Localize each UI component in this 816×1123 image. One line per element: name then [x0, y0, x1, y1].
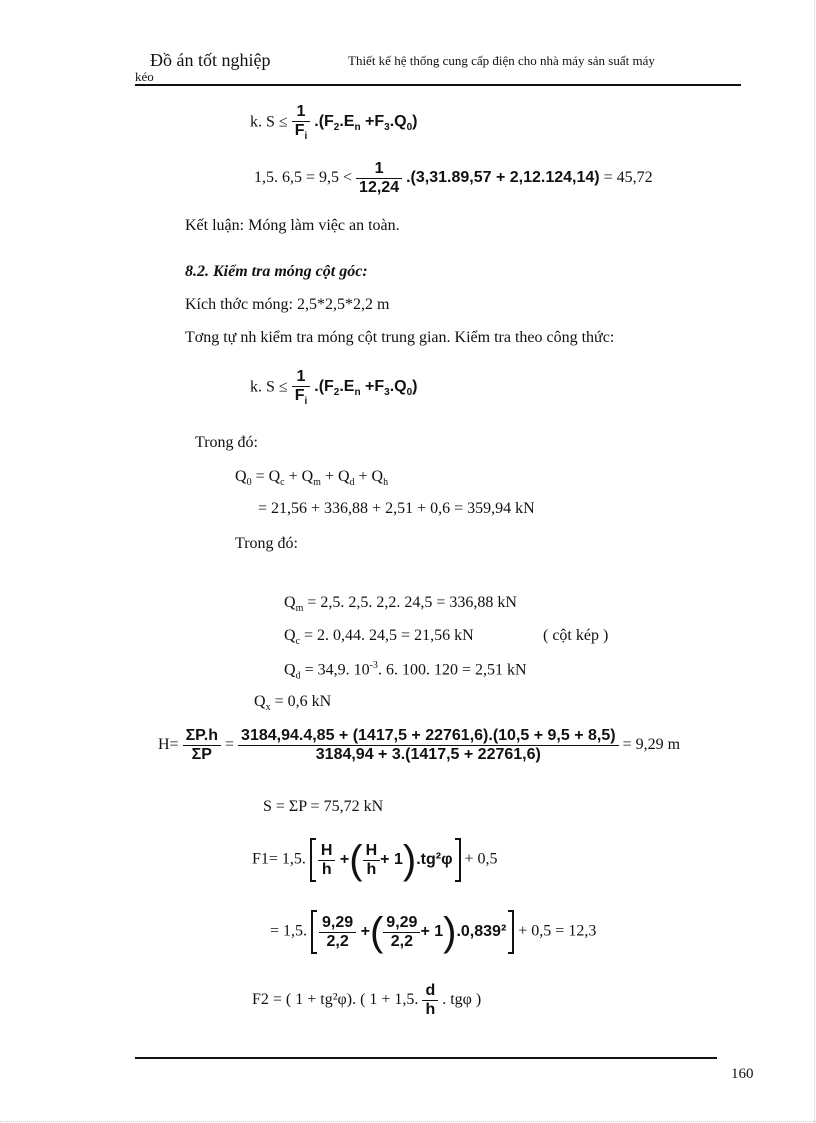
conclusion: Kết luận: Móng làm việc an toàn.: [185, 217, 400, 234]
f1-value-bracket: $\frac{9,29}{2,2}$ +( $\frac{9,29}{2,2}$ + 1).0,839²: [311, 910, 514, 954]
page-number: 160: [731, 1066, 754, 1082]
eq1-num: 1: [296, 103, 306, 120]
f1-value: = 1,5. $\frac{9,29}{2,2}$ +( $\frac{9,29}{2,2}$ + 1).0,839² + 0,5 = 12,3: [270, 910, 597, 954]
eq2-fraction: [356, 160, 402, 197]
qd-line: $Q_d = 34,9$. $10^{-3}$. 6. 100. 120 = 2,51 kN: [284, 660, 527, 682]
eq2-den: 12,24: [356, 178, 402, 197]
eq3-num: 1: [296, 368, 306, 385]
q0-definition: $Q_0 = Q_c + Q_m + Q_d + Q_h$: [235, 468, 389, 489]
q0-value: = 21,56 + 336,88 + 2,51 + 0,6 = 359,94 kN: [258, 500, 535, 517]
f1-equation: F1= 1,5. $\frac{H}{h}$ +( $\frac{H}{h}$ + 1).tg²φ + 0,5: [252, 838, 498, 882]
qc-line: $Q_c = 2$. 0,44. 24,5 = 21,56 kN: [284, 627, 474, 648]
dimensions: Kích thớc móng: 2,5*2,5*2,2 m: [185, 296, 390, 313]
f1-bracket: $\frac{H}{h}$ +( $\frac{H}{h}$ + 1).tg²φ: [310, 838, 461, 882]
bottom-dotted-border: [0, 1121, 816, 1122]
where-label-2: Trong đó:: [235, 535, 298, 552]
eq3-rhs: $.(F_2.E_n +F_3.Q_0)$: [314, 378, 418, 399]
eq2-num: 1: [374, 160, 384, 177]
eq1-fraction: [292, 103, 311, 142]
inequality-3: [250, 368, 418, 407]
f2-equation: F2 = ( 1 + tg²φ). ( 1 + 1,5. $\frac{d}{h}$ . tgφ ): [252, 982, 482, 1018]
qm-line: $Q_m = 2,5$. 2,5. 2,2. 24,5 = 336,88 kN: [284, 594, 517, 615]
header-title: Đồ án tốt nghiệp: [150, 50, 271, 70]
eq3-den: $F_i$: [292, 386, 311, 407]
inequality-1: [250, 103, 418, 142]
method-note: Tơng tự nh kiểm tra móng cột trung gian. Kiểm tra theo công thức:: [185, 329, 615, 346]
footer-rule: [135, 1057, 717, 1059]
eq3-lhs: k. S ≤: [250, 378, 288, 396]
eq1-den: $F_i$: [292, 121, 311, 142]
eq1-lhs: k. S ≤: [250, 113, 288, 131]
s-equation: S = ΣP = 75,72 kN: [263, 798, 384, 815]
qx-line: $Q_x = 0,6$ kN: [254, 693, 332, 714]
qc-note: ( cột kép ): [543, 627, 609, 644]
f2-fraction: $\frac{d}{h}$: [422, 982, 438, 1019]
eq2-rhs: = 45,72: [603, 169, 653, 187]
where-label-1: Trong đó:: [195, 434, 258, 451]
header-subtitle-cont: kéo: [135, 69, 154, 84]
eq1-rhs: $.(F_2.E_n +F_3.Q_0)$: [314, 113, 418, 134]
h-lhs: H=: [158, 736, 179, 754]
eq2-lhs: 1,5. 6,5 = 9,5 <: [254, 169, 353, 187]
h-rhs: = 9,29 m: [622, 736, 681, 754]
header-subtitle: Thiết kế hệ thống cung cấp điện cho nhà máy sản suất máy: [348, 53, 655, 68]
inequality-2: [254, 160, 653, 197]
eq3-fraction: [292, 368, 311, 407]
eq2-mid: .(3,31.89,57 + 2,12.124,14): [406, 169, 600, 187]
right-dotted-border: [814, 0, 815, 1123]
h-fraction-2: $\frac{3184,94.4,85 + (1417,5 + 22761,6).(10,5 + 9,5 + 8,5)}{3184,94 + 3.(1417,5 + 22761,6)}$: [238, 727, 619, 764]
header-rule: [135, 84, 741, 86]
h-equation: H= $\frac{\Sigma P.h}{\Sigma P}$ = $\frac{3184,94.4,85 + (1417,5 + 22761,6).(10,5 + 9,5 + 8,5)}{3184,94 + 3.(1417,5 + 22761,6)}$ = 9,29 m: [158, 727, 681, 763]
section-title: 8.2. Kiểm tra móng cột góc:: [185, 263, 368, 280]
h-fraction-1: $\frac{\Sigma P.h}{\Sigma P}$: [183, 727, 221, 764]
